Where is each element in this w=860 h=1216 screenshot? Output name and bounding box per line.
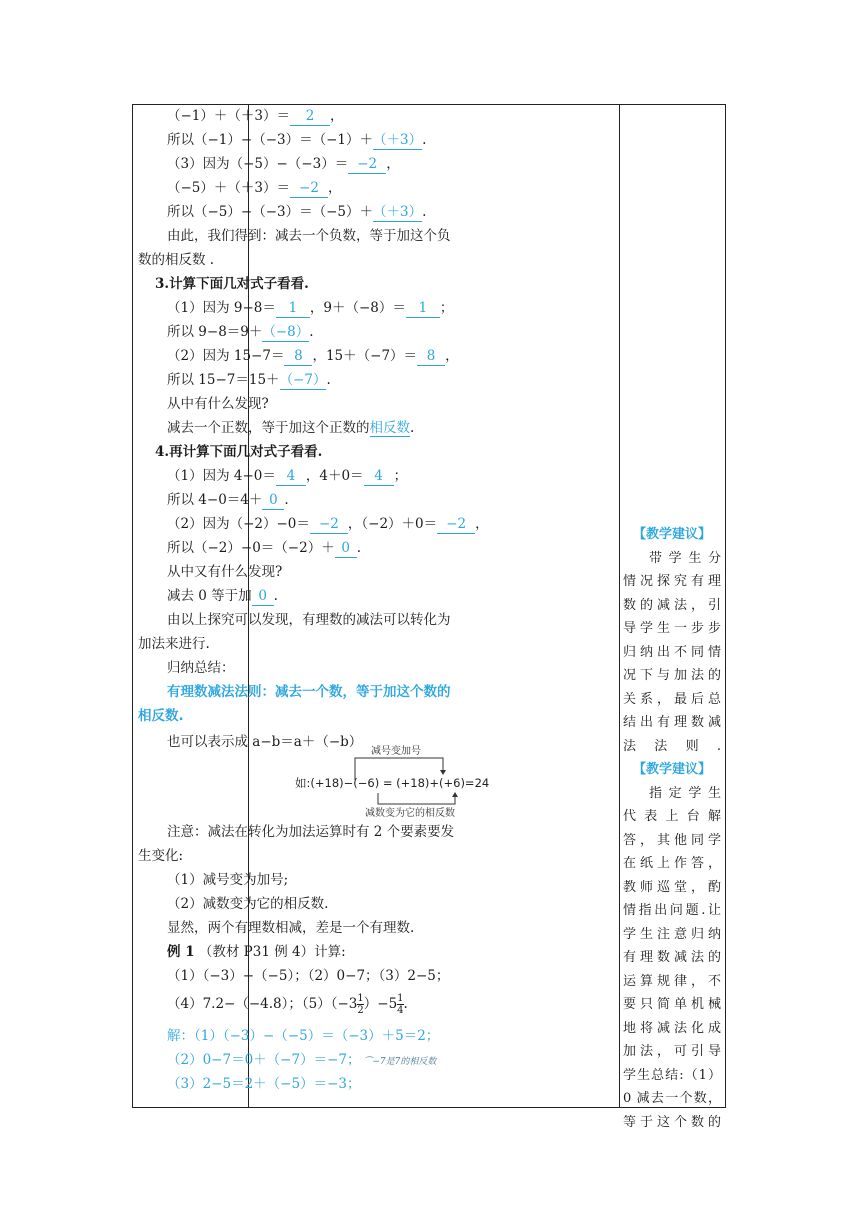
line-text: 所以 4−0＝4＋ <box>167 492 263 508</box>
example-line: （1）（−3）−（−5）；（2）0−7；（3）2−5； <box>167 968 450 984</box>
tip-line: 教师巡堂，酌 <box>623 879 721 895</box>
line-text: ，4＋0＝ <box>305 468 364 484</box>
tip-line: 况下与加法的 <box>623 668 721 683</box>
note-text: 显然，两个有理数相减，差是一个有理数. <box>167 920 415 936</box>
answer-blank: （−8） <box>262 324 310 340</box>
tip-line: 在纸上作答， <box>623 856 721 871</box>
text-line <box>133 369 331 391</box>
answer-blank: −2 <box>437 515 475 534</box>
answer-blank: 0 <box>252 587 274 606</box>
numerator: 1 <box>357 993 364 1004</box>
text-line <box>133 321 314 343</box>
tip-heading: 【教学建议】 <box>632 762 711 777</box>
line-text: 加法来进行. <box>138 636 210 652</box>
solution-annotation: ⌒−7是7的相反数 <box>360 1057 437 1067</box>
summary-label: 归纳总结： <box>167 660 235 676</box>
line-text: 由以上探究可以发现，有理数的减法可以转化为 <box>167 612 451 628</box>
text-line <box>133 561 282 583</box>
denominator: 2 <box>357 1005 364 1016</box>
text-line <box>133 489 289 511</box>
answer-blank: 1 <box>276 299 310 318</box>
tip-line: 地将减法化成 <box>623 1020 721 1036</box>
text-line <box>133 273 309 295</box>
text-line <box>133 177 342 199</box>
tip-line: 有理数减法的 <box>623 950 721 965</box>
tip-line: 加法，可引导 <box>623 1044 721 1059</box>
example-text: （4）7.2−（−4.8）；（5）（−3 <box>167 996 358 1012</box>
line-text: （−1）＋（＋3）＝ <box>167 108 290 124</box>
line-text: ，9＋（−8）＝ <box>309 300 406 316</box>
answer-blank: −2 <box>348 155 386 174</box>
line-text: 由此，我们得到：减去一个负数，等于加这个负 <box>167 228 451 244</box>
line-text: 3.计算下面几对式子看看. <box>155 276 309 292</box>
denominator: 4 <box>397 1005 404 1016</box>
note-text: （2）减数变为它的相反数. <box>167 896 329 912</box>
text-line <box>133 609 451 631</box>
tip-line: 数的减法，引 <box>623 597 721 613</box>
figure-bottom-label: 减数变为它的相反数 <box>365 808 455 819</box>
answer-blank: 1 <box>406 299 440 318</box>
line-text: ； <box>439 300 454 316</box>
tip-line: 答，其他同学 <box>623 832 721 848</box>
line-text: . <box>273 588 278 604</box>
tip-line: 情指出问题.让 <box>623 903 721 918</box>
solution-line <box>133 1049 436 1073</box>
tip-line: 运算规律，不 <box>623 973 721 989</box>
text-line <box>133 513 489 535</box>
text-line <box>133 225 451 247</box>
answer-blank: −2 <box>290 179 328 198</box>
line-text: . <box>309 324 314 340</box>
teaching-tips <box>623 523 721 1134</box>
example-text: ）−5 <box>363 996 398 1012</box>
line-text: 所以 9−8＝9＋ <box>167 324 263 340</box>
line-text: 减去 0 等于加 <box>167 588 252 604</box>
tip-line: 代表上台解 <box>623 809 721 824</box>
answer-blank: 相反数 <box>369 420 410 436</box>
figure-top-label: 减号变加号 <box>371 746 421 757</box>
tip-heading: 【教学建议】 <box>632 527 711 542</box>
tip-line: 0 减去一个数， <box>623 1091 721 1106</box>
line-text: 从中又有什么发现? <box>167 564 283 580</box>
text-line <box>133 417 414 439</box>
example-number: 例 1 <box>167 944 195 960</box>
tip-line: 关系，最后总 <box>623 691 721 707</box>
line-text: 从中有什么发现? <box>167 396 269 412</box>
line-text: . <box>410 420 415 436</box>
tip-body <box>623 782 721 1135</box>
text-line <box>133 153 400 175</box>
line-text: . <box>422 204 427 220</box>
line-text: . <box>356 540 361 556</box>
line-text: 所以（−2）−0＝（−2）＋ <box>167 540 335 556</box>
solution-line: （3）2−5＝2＋（−5）＝−3； <box>167 1076 361 1092</box>
text-line <box>133 393 269 415</box>
rule-text: 有理数减法法则：减去一个数，等于加这个数的 <box>167 684 451 700</box>
tip-line: 指定学生 <box>649 785 721 801</box>
note-text: 注意：减法在转化为加法运算时有 2 个要素要发 <box>167 824 455 840</box>
rule-text: 相反数. <box>138 708 184 724</box>
text-line <box>133 537 361 559</box>
tip-body <box>623 547 721 759</box>
line-text: ，（−2）＋0＝ <box>347 516 438 532</box>
tip-line: 归纳出不同情 <box>623 644 721 660</box>
lesson-table <box>132 104 726 1130</box>
text-line <box>133 105 344 127</box>
tip-line: 要只简单机械 <box>623 997 721 1012</box>
note-text: 生变化: <box>138 848 184 864</box>
text-line <box>133 585 278 607</box>
line-text: . <box>422 132 427 148</box>
line-text: （2）因为 15−7＝ <box>167 348 285 364</box>
tip-line: 带学生分 <box>649 550 721 566</box>
figure-expression: 如:(+18)−(−6) = (+18)+(+6)=24 <box>295 776 490 790</box>
example-text: . <box>403 996 408 1012</box>
answer-blank: 4 <box>364 467 394 486</box>
answer-blank: −2 <box>310 515 348 534</box>
line-text: 减去一个正数，等于加这个正数的 <box>167 420 370 436</box>
text-line <box>133 441 322 463</box>
line-text: （3）因为（−5）−（−3）＝ <box>167 156 349 172</box>
text-line <box>133 249 214 271</box>
column-divider <box>619 105 620 1107</box>
line-text: （−5）＋（＋3）＝ <box>167 180 290 196</box>
example-heading <box>133 941 346 963</box>
line-text: ， <box>386 156 400 172</box>
answer-blank: 4 <box>276 467 306 486</box>
line-text: （1）因为 4−0＝ <box>167 468 276 484</box>
text-line <box>133 297 453 319</box>
line-text: 4.再计算下面几对式子看看. <box>155 444 323 460</box>
line-text: 所以（−1）−（−3）＝（−1）＋ <box>167 132 374 148</box>
line-text: 所以（−5）−（−3）＝（−5）＋ <box>167 204 374 220</box>
tip-line: 学生总结:（1） <box>623 1067 721 1083</box>
line-text: ； <box>393 468 408 484</box>
tip-line: 等于这个数的 <box>623 1114 721 1130</box>
line-text: ，15＋（−7）＝ <box>312 348 418 364</box>
answer-blank: 8 <box>417 347 445 366</box>
answer-blank: （＋3） <box>373 204 423 220</box>
line-text: ， <box>328 180 342 196</box>
line-text: 所以 15−7＝15＋ <box>167 372 280 388</box>
answer-blank: （＋3） <box>373 132 423 148</box>
solution-line: 解：（1）（−3）−（−5）＝（−3）＋5＝2； <box>167 1028 440 1044</box>
text-line <box>133 465 407 487</box>
tip-line: 法法则. <box>623 738 721 754</box>
line-text: 数的相反数 . <box>138 252 215 268</box>
text-line <box>133 129 426 151</box>
subtraction-rule-figure <box>293 742 508 820</box>
line-text: ， <box>475 516 489 532</box>
tip-line: 结出有理数减 <box>623 715 721 730</box>
answer-blank: 8 <box>284 347 312 366</box>
line-text: （1）因为 9−8＝ <box>167 300 276 316</box>
formula: 也可以表示成 a−b＝a＋（−b） <box>167 734 363 750</box>
tip-line: 导学生一步步 <box>623 621 721 636</box>
line-text: . <box>326 372 331 388</box>
text-line <box>133 345 459 367</box>
note-text: （1）减号变为加号; <box>167 872 289 888</box>
tip-line: 情况探究有理 <box>623 574 721 589</box>
tip-line: 学生注意归纳 <box>623 926 721 942</box>
line-text: ， <box>445 348 459 364</box>
line-text: . <box>284 492 289 508</box>
answer-blank: （−7） <box>279 372 327 388</box>
numerator: 1 <box>397 993 404 1004</box>
example-text: （教材 P31 例 4）计算: <box>194 944 346 960</box>
solution-text: （2）0−7＝0＋（−7）＝−7； <box>167 1052 361 1068</box>
example-line <box>133 993 408 1016</box>
line-text: （2）因为（−2）−0＝ <box>167 516 310 532</box>
answer-blank: 2 <box>290 107 330 126</box>
text-line <box>133 201 426 223</box>
answer-blank: 0 <box>335 539 357 558</box>
text-line <box>133 633 210 655</box>
line-text: ， <box>330 108 344 124</box>
figure-bottom-arrow <box>378 793 455 804</box>
answer-blank: 0 <box>262 491 284 510</box>
